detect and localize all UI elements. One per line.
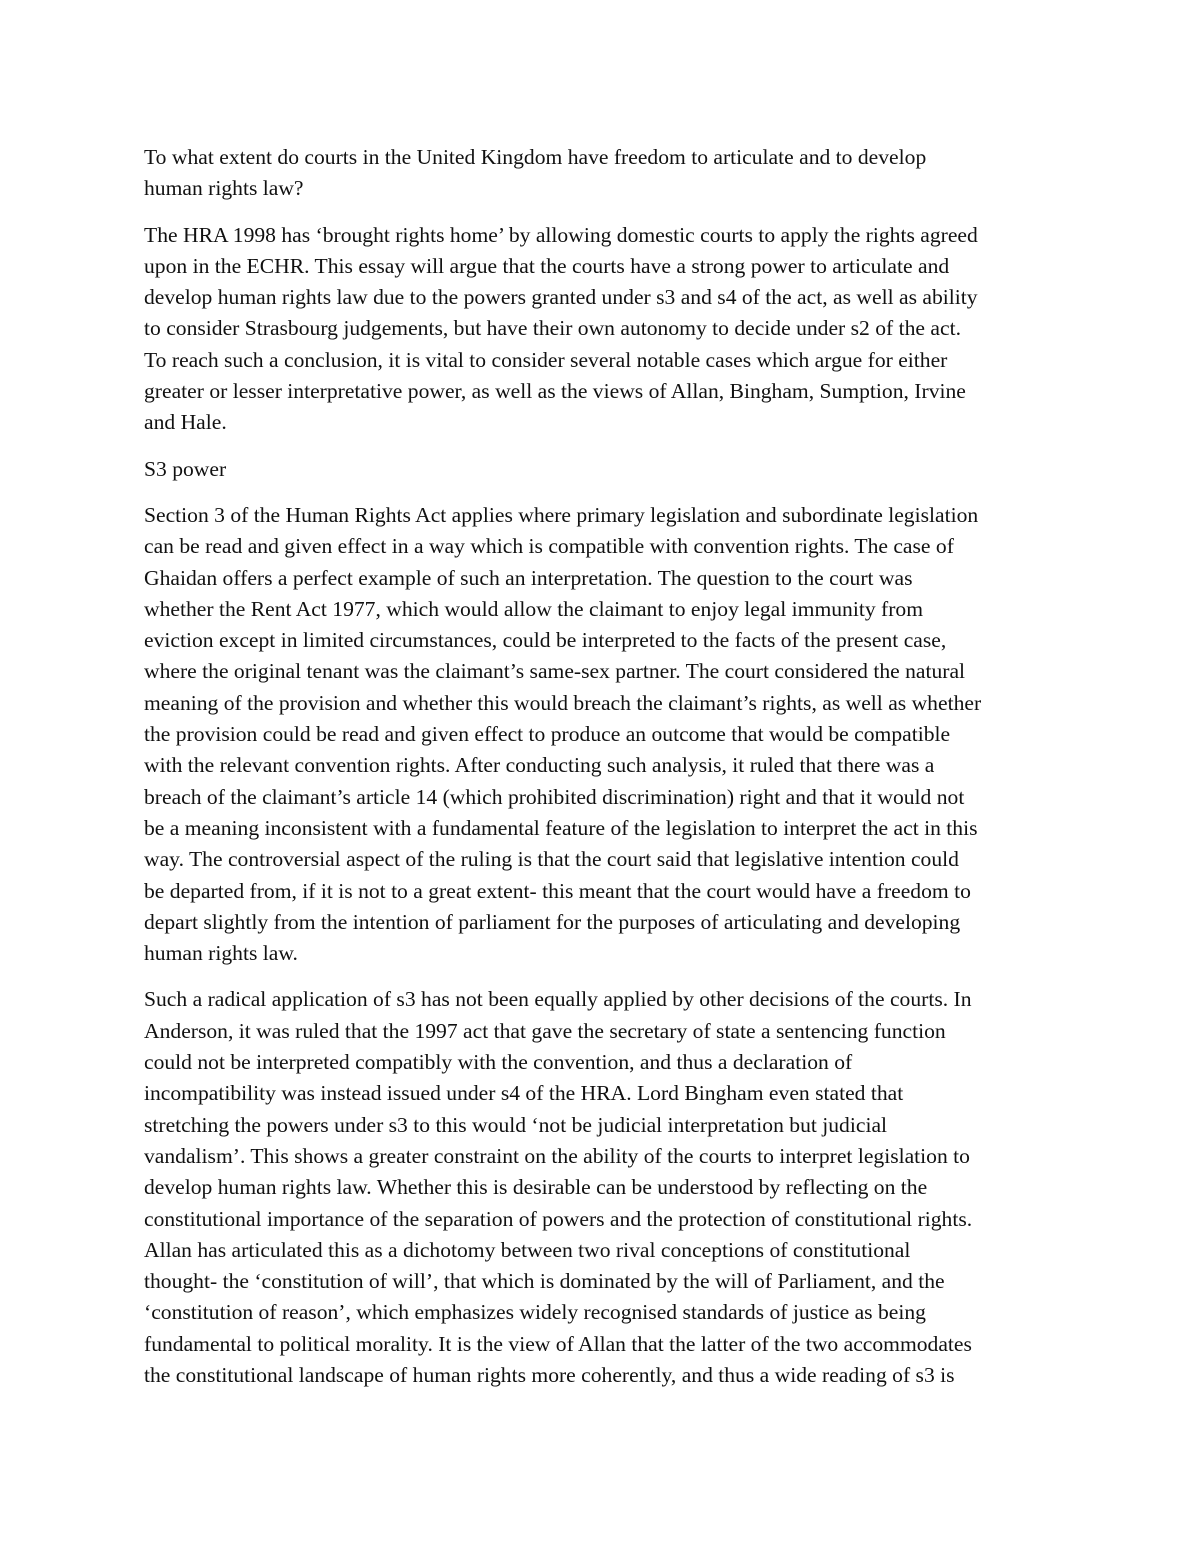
text-line: be departed from, if it is not to a great extent- this meant that the court would have a freedom to — [144, 878, 971, 903]
text-line: vandalism’. This shows a greater constraint on the ability of the courts to interpret legislation to — [144, 1143, 970, 1168]
text-line: The HRA 1998 has ‘brought rights home’ by allowing domestic courts to apply the rights agreed — [144, 222, 978, 247]
text-line: Anderson, it was ruled that the 1997 act that gave the secretary of state a sentencing function — [144, 1018, 946, 1043]
text-line: Ghaidan offers a perfect example of such an interpretation. The question to the court was — [144, 565, 913, 590]
text-line: thought- the ‘constitution of will’, that which is dominated by the will of Parliament, and the — [144, 1269, 945, 1294]
text-line: develop human rights law due to the powers granted under s3 and s4 of the act, as well as ability — [144, 285, 978, 310]
text-line: the provision could be read and given effect to produce an outcome that would be compatible — [144, 722, 951, 747]
text-line: to consider Strasbourg judgements, but have their own autonomy to decide under s2 of the act. — [144, 316, 961, 341]
text-line: could not be interpreted compatibly with the convention, and thus a declaration of — [144, 1050, 853, 1075]
text-line: where the original tenant was the claimant’s same-sex partner. The court considered the natural — [144, 659, 966, 684]
essay-question — [144, 142, 1060, 205]
section-heading-s3-power — [144, 454, 1060, 485]
section3-paragraph — [144, 500, 1060, 969]
text-line: eviction except in limited circumstances, could be interpreted to the facts of the present case, — [144, 628, 947, 653]
text-line: meaning of the provision and whether this would breach the claimant’s rights, as well as whether — [144, 690, 982, 715]
text-line: stretching the powers under s3 to this would ‘not be judicial interpretation but judicial — [144, 1112, 888, 1137]
text-line: can be read and given effect in a way which is compatible with convention rights. The case of — [144, 534, 954, 559]
text-line: fundamental to political morality. It is the view of Allan that the latter of the two accommodates — [144, 1331, 972, 1356]
text-line: To reach such a conclusion, it is vital to consider several notable cases which argue for either — [144, 347, 948, 372]
introduction-paragraph — [144, 220, 1060, 439]
anderson-paragraph — [144, 984, 1060, 1391]
text-line: Allan has articulated this as a dichotomy between two rival conceptions of constitutional — [144, 1237, 911, 1262]
text-line: greater or lesser interpretative power, as well as the views of Allan, Bingham, Sumption, Irvine — [144, 379, 966, 404]
text-line: To what extent do courts in the United Kingdom have freedom to articulate and to develop — [144, 145, 927, 169]
text-line: with the relevant convention rights. After conducting such analysis, it ruled that there was a — [144, 753, 935, 778]
heading-text: S3 power — [144, 456, 227, 481]
text-line: depart slightly from the intention of parliament for the purposes of articulating and developing — [144, 909, 961, 934]
text-line: upon in the ECHR. This essay will argue that the courts have a strong power to articulate and — [144, 253, 950, 278]
text-line: whether the Rent Act 1977, which would allow the claimant to enjoy legal immunity from — [144, 596, 924, 621]
text-line: breach of the claimant’s article 14 (which prohibited discrimination) right and that it would not — [144, 784, 965, 809]
text-line: Such a radical application of s3 has not been equally applied by other decisions of the courts. In — [144, 987, 972, 1012]
text-line: human rights law. — [144, 941, 298, 966]
text-line: constitutional importance of the separation of powers and the protection of constitutional rights. — [144, 1206, 973, 1231]
text-line: ‘constitution of reason’, which emphasizes widely recognised standards of justice as being — [144, 1300, 926, 1325]
text-line: and Hale. — [144, 410, 227, 435]
text-line: incompatibility was instead issued under s4 of the HRA. Lord Bingham even stated that — [144, 1081, 904, 1106]
text-line: Section 3 of the Human Rights Act applies where primary legislation and subordinate legislation — [144, 502, 979, 527]
text-line: way. The controversial aspect of the ruling is that the court said that legislative intention could — [144, 847, 959, 872]
text-line: the constitutional landscape of human rights more coherently, and thus a wide reading of s3 is — [144, 1362, 955, 1387]
text-line: be a meaning inconsistent with a fundamental feature of the legislation to interpret the act in this — [144, 815, 978, 840]
text-line: develop human rights law. Whether this is desirable can be understood by reflecting on the — [144, 1175, 928, 1200]
text-line: human rights law? — [144, 176, 304, 201]
